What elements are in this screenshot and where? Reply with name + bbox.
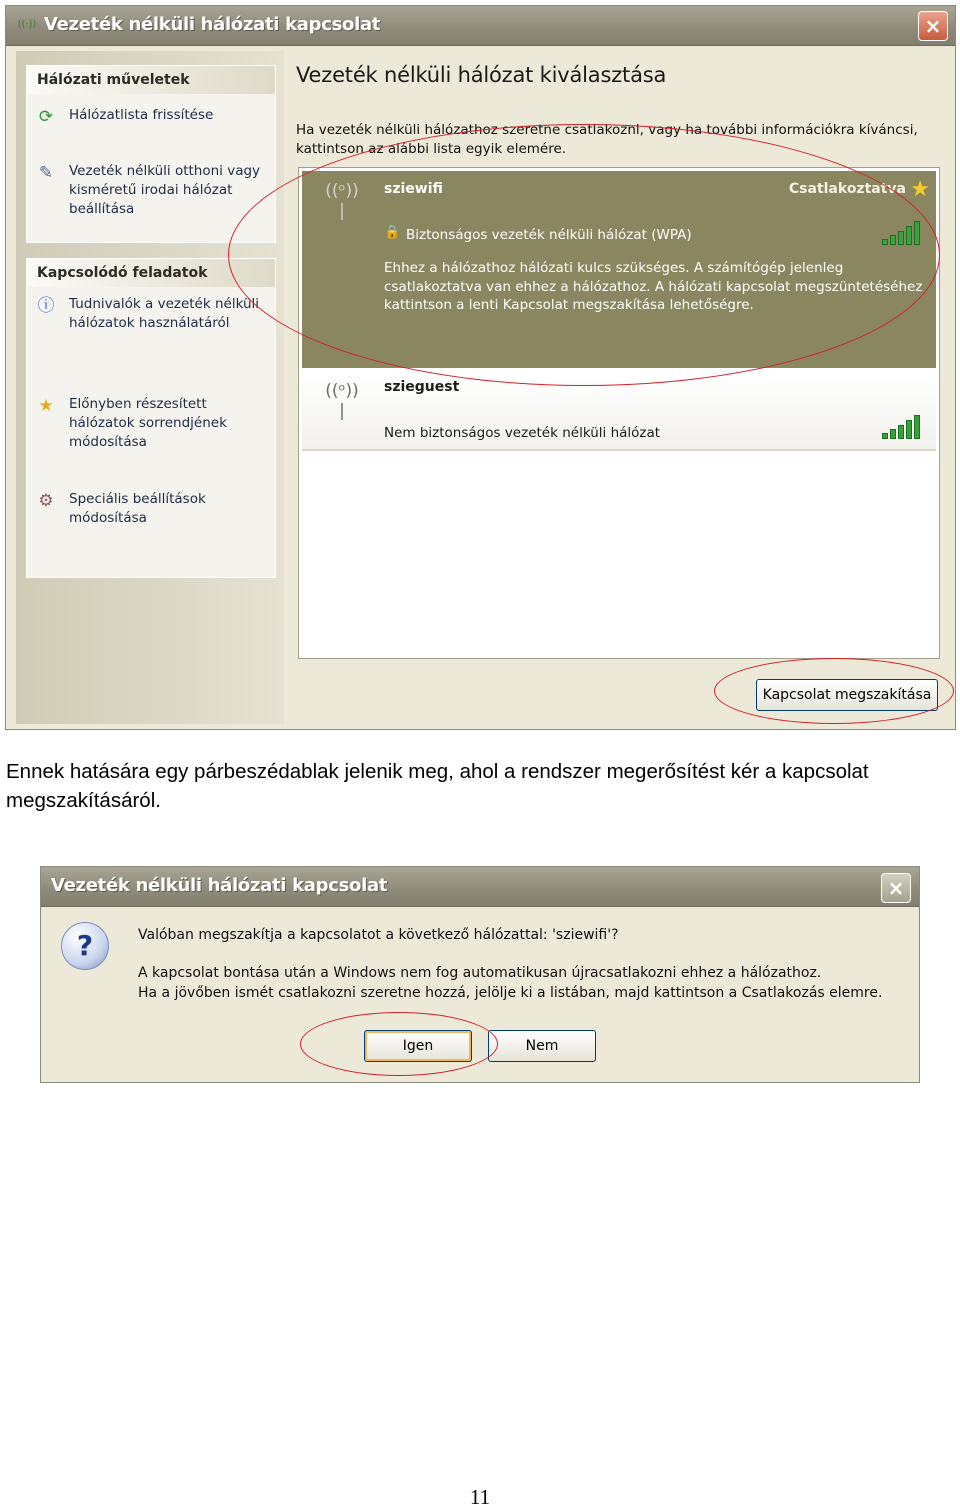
task-label: Vezeték nélküli otthoni vagy kisméretű irodai hálózat beállítása [69, 163, 261, 217]
dialog-titlebar[interactable] [41, 867, 919, 907]
no-button[interactable]: Nem [488, 1030, 596, 1062]
security-type: Nem biztonságos vezeték nélküli hálózat [384, 425, 661, 441]
dialog-title: Vezeték nélküli hálózati kapcsolat [51, 875, 388, 896]
confirm-disconnect-dialog [40, 866, 920, 1083]
network-info-text: Ehhez a hálózathoz hálózati kulcs szükséges. A számítógép jelenleg csatlakoztatva van ehhez a hálózathoz. A hálózati kapcsolat megszüntetéséhez kattintson a lenti Kapcsolat megszakítása lehetőségre. [384, 260, 923, 313]
signal-strength-icon [882, 221, 926, 245]
related-tasks-panel [26, 258, 276, 578]
dialog-question: Valóban megszakítja a kapcsolatot a következő hálózattal: 'sziewifi'? [138, 927, 619, 943]
window-titlebar[interactable] [6, 6, 955, 46]
network-tasks-header: Hálózati műveletek [27, 66, 275, 94]
network-name: sziewifi [384, 181, 443, 197]
page-description: Ha vezeték nélküli hálózathoz szeretne csatlakozni, vagy ha további információkra kíváncsi, kattintson az alábbi lista egyik elemére. [296, 122, 918, 157]
refresh-icon: ⟳ [38, 107, 54, 127]
signal-strength-icon [882, 415, 926, 439]
network-item-szieguest[interactable] [302, 373, 936, 451]
disconnect-button[interactable]: Kapcsolat megszakítása [756, 679, 938, 711]
preferred-star-icon: ★ [910, 177, 930, 202]
task-label: Tudnivalók a vezeték nélküli hálózatok használatáról [69, 296, 260, 331]
dialog-message-line1: A kapcsolat bontása után a Windows nem fog automatikusan újracsatlakozni ehhez a hálózathoz. [138, 965, 822, 981]
caption-text: Ennek hatására egy párbeszédablak jelenik meg, ahol a rendszer megerősítést kér a kapcsolat megszakításáról. [6, 760, 869, 812]
task-label: Speciális beállítások módosítása [69, 491, 206, 526]
network-list[interactable] [298, 167, 940, 659]
window-title: Vezeték nélküli hálózati kapcsolat [44, 14, 381, 35]
related-tasks-header: Kapcsolódó feladatok [27, 259, 275, 287]
antenna-icon: ((ᵒ)) | [325, 381, 359, 421]
wireless-setup-icon: ✎ [38, 163, 54, 183]
security-type: Biztonságos vezeték nélküli hálózat (WPA) [406, 227, 692, 243]
network-name: szieguest [384, 379, 460, 395]
dialog-message-line2: Ha a jövőben ismét csatlakozni szeretne hozzá, jelölje ki a listában, majd kattintson a Csatlakozás elemre. [138, 985, 883, 1001]
lock-icon: 🔒 [384, 225, 401, 240]
settings-icon: ⚙ [38, 491, 54, 511]
network-selection-pane [290, 51, 952, 724]
connection-status: Csatlakoztatva [788, 181, 906, 197]
dialog-close-button[interactable]: × [881, 873, 911, 903]
task-sidebar [16, 51, 284, 724]
antenna-icon: ((ᵒ)) | [325, 181, 359, 221]
close-button[interactable]: × [918, 11, 948, 41]
task-label: Előnyben részesített hálózatok sorrendjének módosítása [69, 396, 227, 450]
page-title: Vezeték nélküli hálózat kiválasztása [296, 63, 667, 87]
star-icon: ★ [38, 396, 54, 416]
page-number: 11 [469, 1485, 491, 1505]
network-item-sziewifi[interactable] [302, 171, 936, 368]
network-tasks-panel [26, 65, 276, 243]
wireless-network-icon: ((·)) [17, 19, 37, 30]
wireless-connection-window [5, 5, 956, 730]
task-label: Hálózatlista frissítése [69, 107, 214, 123]
question-icon: ? [61, 922, 109, 970]
yes-button[interactable]: Igen [364, 1030, 472, 1062]
info-icon: ⓘ [37, 296, 55, 316]
